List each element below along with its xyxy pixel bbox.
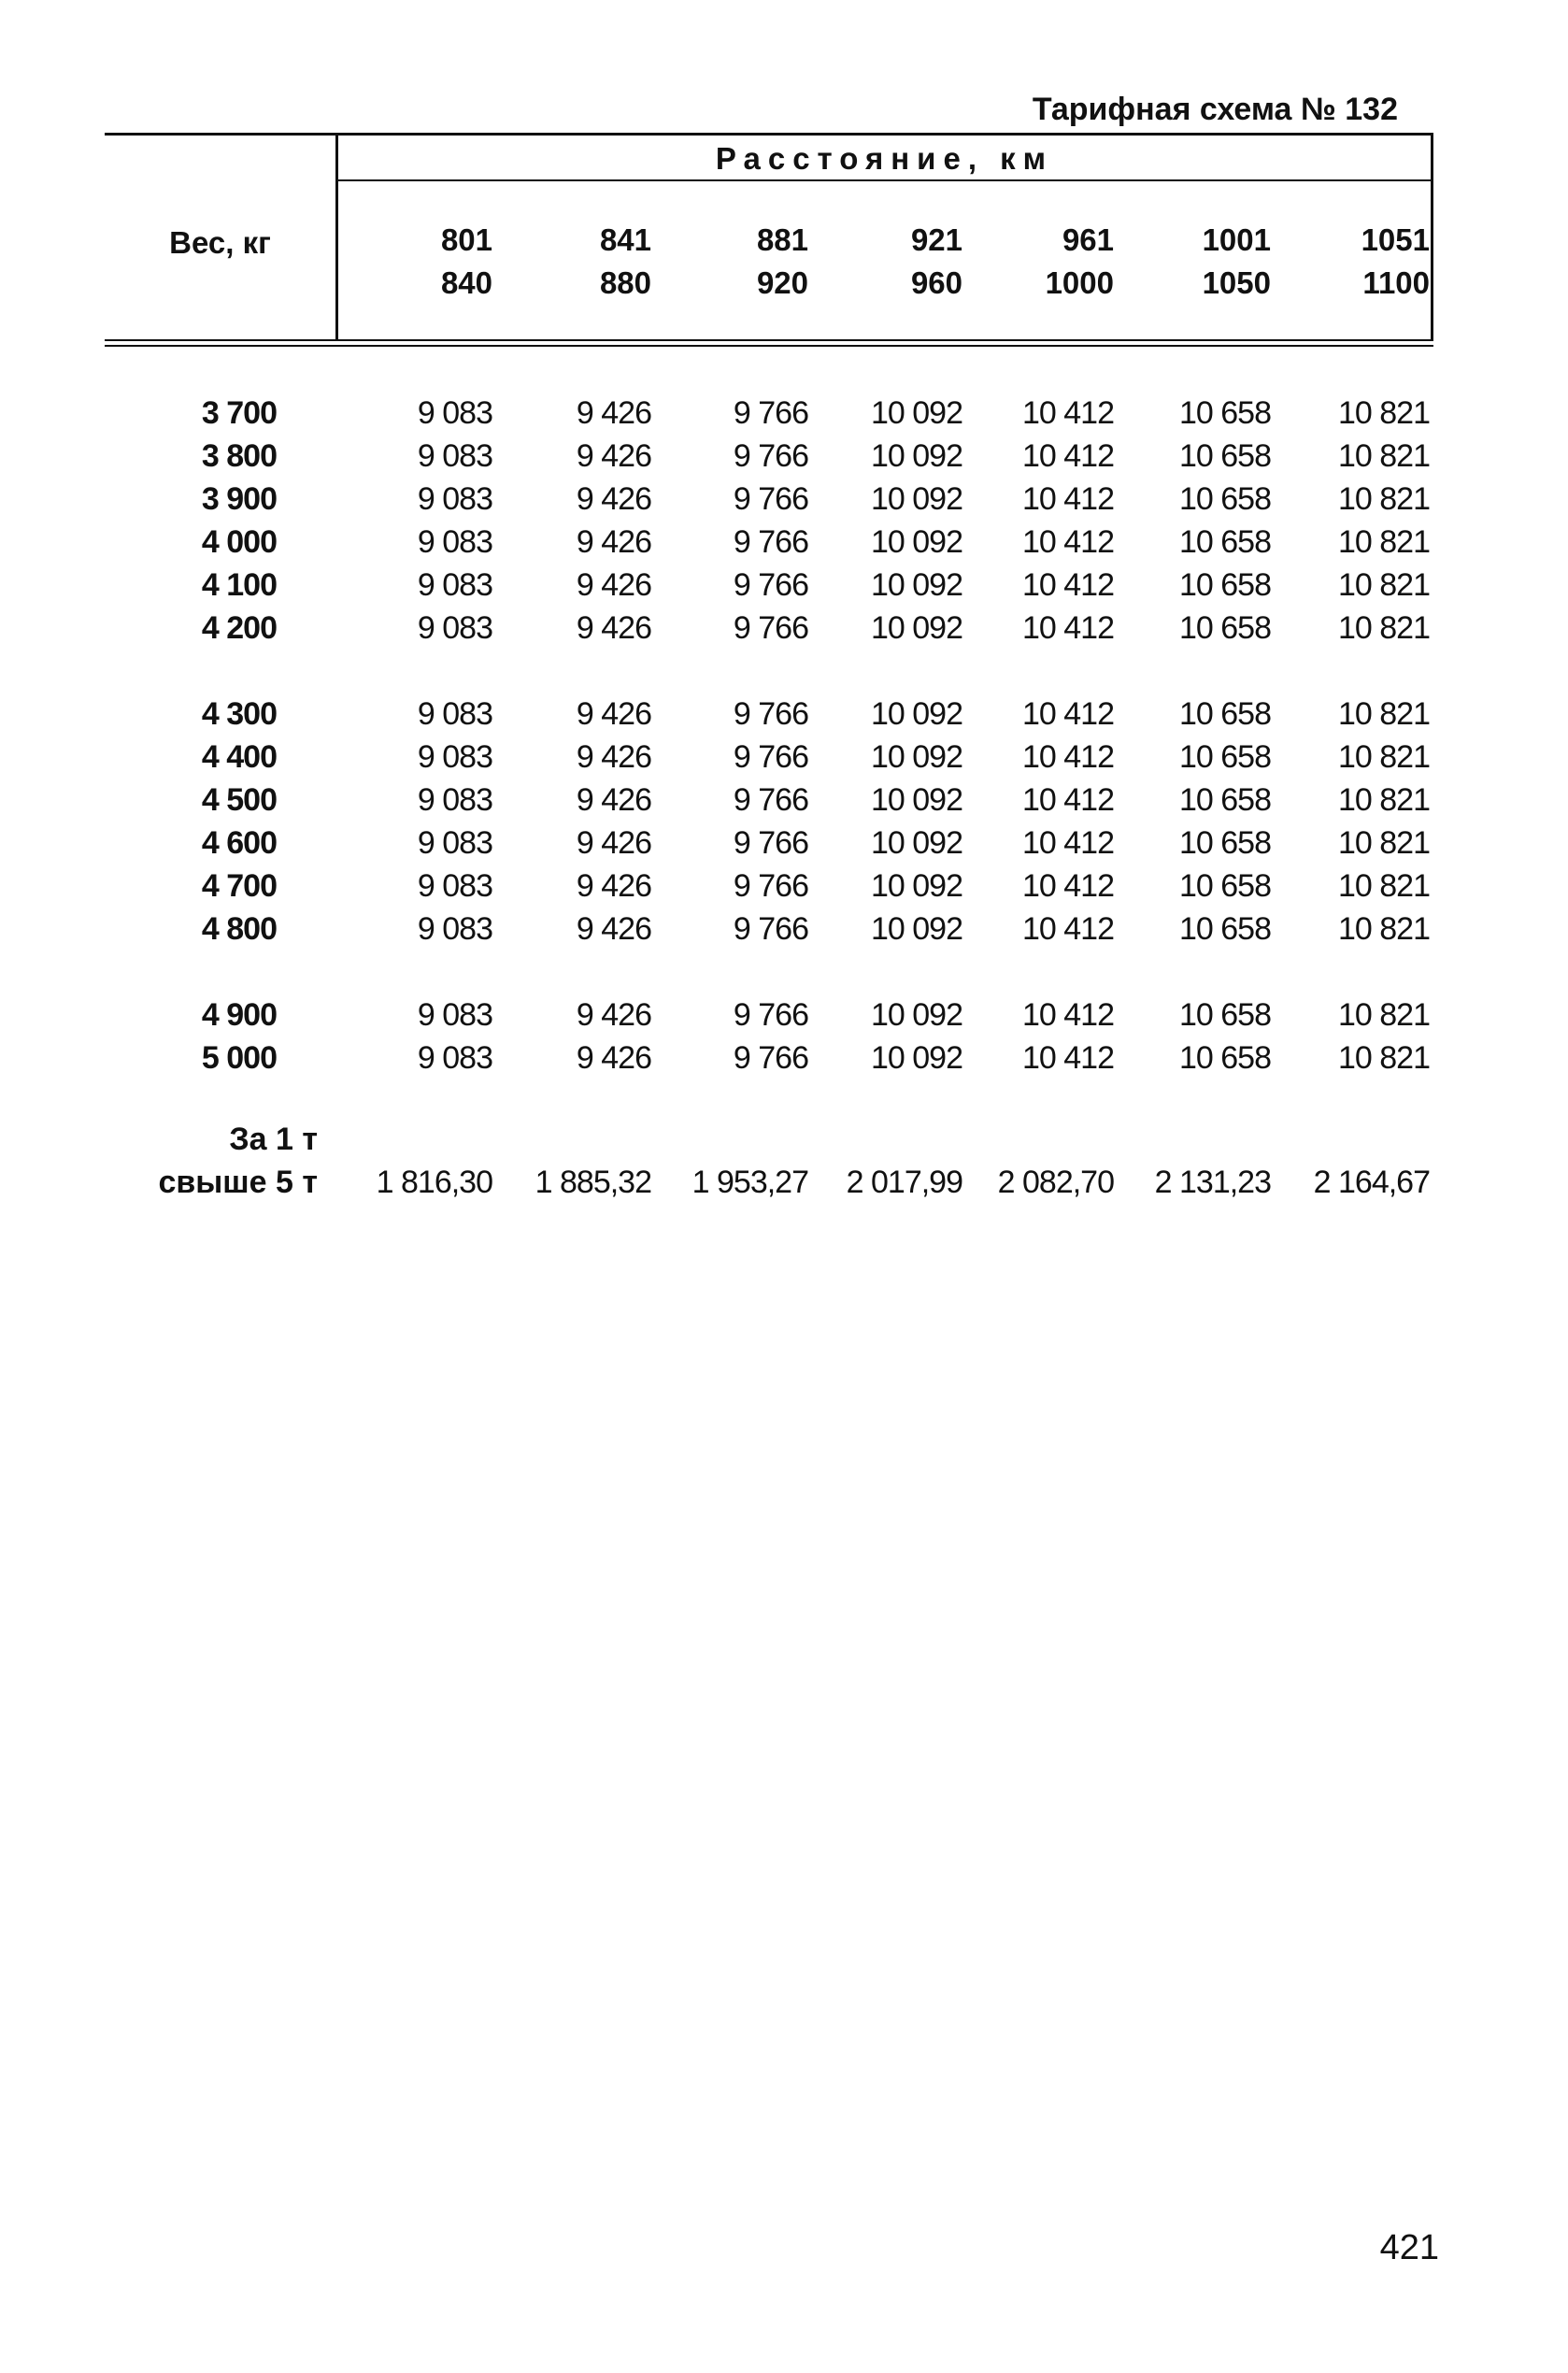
tariff-cell: 9 766: [733, 610, 808, 646]
tariff-cell: 10 821: [1338, 997, 1430, 1033]
tariff-cell: 10 658: [1179, 610, 1271, 646]
table-row: [0, 564, 1568, 607]
per-ton-cell: 2 131,23: [1154, 1165, 1271, 1200]
distance-range-5: [964, 219, 1114, 305]
tariff-cell: 10 412: [1022, 782, 1114, 818]
tariff-cell: 10 412: [1022, 997, 1114, 1033]
tariff-cell: 9 083: [417, 610, 492, 646]
tariff-cell: 9 766: [733, 997, 808, 1033]
distance-range-7: [1280, 219, 1430, 305]
tariff-cell: 10 658: [1179, 825, 1271, 861]
tariff-cell: 9 426: [576, 868, 651, 904]
weight-cell: 4 400: [201, 739, 277, 775]
tariff-cell: 10 412: [1022, 481, 1114, 517]
range-to: 1050: [1202, 265, 1271, 300]
tariff-cell: 9 766: [733, 868, 808, 904]
tariff-cell: 9 083: [417, 739, 492, 775]
tariff-cell: 9 083: [417, 911, 492, 947]
tariff-cell: 10 658: [1179, 438, 1271, 474]
tariff-cell: 10 412: [1022, 825, 1114, 861]
tariff-cell: 10 821: [1338, 911, 1430, 947]
tariff-cell: 10 412: [1022, 610, 1114, 646]
tariff-cell: 9 083: [417, 696, 492, 732]
tariff-scheme-title: Тарифная схема № 132: [1032, 92, 1398, 127]
range-to: 1000: [1045, 265, 1114, 300]
weight-cell: 3 800: [201, 438, 277, 474]
range-to: 1100: [1362, 265, 1430, 300]
tariff-cell: 10 658: [1179, 481, 1271, 517]
tariff-cell: 9 766: [733, 739, 808, 775]
weight-cell: 4 100: [201, 567, 277, 603]
distance-range-1: [343, 219, 492, 305]
table-row: [0, 822, 1568, 865]
tariff-cell: 9 083: [417, 997, 492, 1033]
weight-cell: 4 800: [201, 911, 277, 947]
tariff-cell: 10 658: [1179, 567, 1271, 603]
per-ton-label-line2: свыше 5 т: [158, 1165, 318, 1200]
table-row: [0, 736, 1568, 779]
tariff-cell: 10 412: [1022, 868, 1114, 904]
range-from: 841: [599, 222, 651, 257]
weight-cell: 4 900: [201, 997, 277, 1033]
tariff-cell: 10 092: [871, 567, 962, 603]
tariff-cell: 10 821: [1338, 739, 1430, 775]
tariff-cell: 9 083: [417, 481, 492, 517]
tariff-cell: 10 412: [1022, 524, 1114, 560]
tariff-cell: 9 426: [576, 782, 651, 818]
tariff-cell: 9 766: [733, 825, 808, 861]
tariff-cell: 9 426: [576, 524, 651, 560]
tariff-cell: 9 083: [417, 524, 492, 560]
tariff-cell: 10 658: [1179, 739, 1271, 775]
range-from: 961: [1062, 222, 1114, 257]
weight-cell: 4 700: [201, 868, 277, 904]
tariff-cell: 10 092: [871, 997, 962, 1033]
table-row: [0, 1036, 1568, 1079]
tariff-cell: 10 412: [1022, 911, 1114, 947]
distance-range-2: [502, 219, 651, 305]
tariff-cell: 9 426: [576, 997, 651, 1033]
header-divider-right: [1431, 136, 1433, 341]
distance-range-3: [659, 219, 808, 305]
table-row: [0, 607, 1568, 650]
tariff-cell: 10 821: [1338, 438, 1430, 474]
tariff-cell: 10 092: [871, 481, 962, 517]
tariff-cell: 10 821: [1338, 825, 1430, 861]
tariff-cell: 10 821: [1338, 395, 1430, 431]
tariff-cell: 9 426: [576, 696, 651, 732]
tariff-cell: 9 426: [576, 825, 651, 861]
table-row: [0, 693, 1568, 736]
range-from: 801: [440, 222, 492, 257]
range-to: 840: [440, 265, 492, 300]
table-row: [0, 865, 1568, 908]
tariff-cell: 9 766: [733, 395, 808, 431]
tariff-cell: 10 658: [1179, 868, 1271, 904]
tariff-cell: 10 658: [1179, 1040, 1271, 1076]
tariff-cell: 9 766: [733, 911, 808, 947]
tariff-cell: 9 766: [733, 481, 808, 517]
per-ton-cell: 1 953,27: [691, 1165, 808, 1200]
table-row: [0, 779, 1568, 822]
table-row: [0, 994, 1568, 1036]
weight-cell: 3 700: [201, 395, 277, 431]
tariff-cell: 10 412: [1022, 1040, 1114, 1076]
weight-cell: 4 500: [201, 782, 277, 818]
tariff-cell: 9 083: [417, 438, 492, 474]
tariff-cell: 9 426: [576, 395, 651, 431]
per-ton-cell: 2 017,99: [846, 1165, 962, 1200]
table-row: [0, 521, 1568, 564]
tariff-cell: 10 092: [871, 739, 962, 775]
tariff-cell: 10 092: [871, 911, 962, 947]
per-ton-label-line1: За 1 т: [229, 1122, 318, 1157]
tariff-cell: 10 412: [1022, 739, 1114, 775]
weight-cell: 4 300: [201, 696, 277, 732]
tariff-cell: 10 092: [871, 395, 962, 431]
tariff-cell: 10 092: [871, 610, 962, 646]
tariff-cell: 10 821: [1338, 524, 1430, 560]
tariff-cell: 10 658: [1179, 911, 1271, 947]
tariff-cell: 10 658: [1179, 696, 1271, 732]
tariff-cell: 10 412: [1022, 438, 1114, 474]
tariff-cell: 9 426: [576, 739, 651, 775]
tariff-cell: 10 658: [1179, 997, 1271, 1033]
weight-cell: 5 000: [201, 1040, 277, 1076]
table-row: [0, 392, 1568, 435]
tariff-cell: 10 821: [1338, 782, 1430, 818]
tariff-cell: 10 092: [871, 524, 962, 560]
tariff-cell: 9 083: [417, 782, 492, 818]
table-row: [0, 908, 1568, 951]
table-row: [0, 478, 1568, 521]
tariff-cell: 9 766: [733, 696, 808, 732]
tariff-cell: 10 821: [1338, 696, 1430, 732]
per-ton-cell: 2 082,70: [997, 1165, 1114, 1200]
tariff-cell: 10 092: [871, 438, 962, 474]
range-to: 880: [599, 265, 651, 300]
tariff-cell: 10 821: [1338, 481, 1430, 517]
tariff-cell: 9 766: [733, 782, 808, 818]
tariff-cell: 10 821: [1338, 610, 1430, 646]
tariff-cell: 9 426: [576, 610, 651, 646]
table-row: [0, 435, 1568, 478]
tariff-cell: 10 658: [1179, 524, 1271, 560]
page-number: 421: [1379, 2228, 1439, 2267]
weight-cell: 3 900: [201, 481, 277, 517]
tariff-cell: 9 083: [417, 825, 492, 861]
tariff-cell: 10 092: [871, 1040, 962, 1076]
range-to: 920: [756, 265, 808, 300]
distance-header: Расстояние, км: [338, 138, 1431, 181]
tariff-cell: 9 766: [733, 567, 808, 603]
range-from: 1051: [1361, 222, 1430, 257]
range-from: 921: [910, 222, 962, 257]
tariff-cell: 10 092: [871, 696, 962, 732]
tariff-cell: 9 766: [733, 438, 808, 474]
tariff-cell: 9 426: [576, 567, 651, 603]
tariff-cell: 10 658: [1179, 782, 1271, 818]
tariff-cell: 10 412: [1022, 567, 1114, 603]
tariff-cell: 9 426: [576, 481, 651, 517]
tariff-cell: 9 083: [417, 868, 492, 904]
tariff-cell: 10 821: [1338, 567, 1430, 603]
tariff-cell: 9 426: [576, 1040, 651, 1076]
tariff-cell: 10 092: [871, 825, 962, 861]
per-ton-cell: 1 885,32: [535, 1165, 651, 1200]
weight-cell: 4 600: [201, 825, 277, 861]
range-to: 960: [910, 265, 962, 300]
tariff-cell: 10 412: [1022, 696, 1114, 732]
tariff-cell: 9 766: [733, 1040, 808, 1076]
tariff-cell: 9 083: [417, 567, 492, 603]
per-ton-cell: 1 816,30: [376, 1165, 492, 1200]
tariff-cell: 10 092: [871, 782, 962, 818]
range-from: 881: [756, 222, 808, 257]
weight-column-header: Вес, кг: [169, 225, 271, 260]
per-ton-cell: 2 164,67: [1313, 1165, 1430, 1200]
tariff-cell: 10 821: [1338, 1040, 1430, 1076]
weight-cell: 4 200: [201, 610, 277, 646]
tariff-cell: 10 412: [1022, 395, 1114, 431]
tariff-cell: 10 821: [1338, 868, 1430, 904]
distance-range-4: [813, 219, 962, 305]
tariff-cell: 9 083: [417, 395, 492, 431]
tariff-cell: 10 658: [1179, 395, 1271, 431]
tariff-cell: 9 766: [733, 524, 808, 560]
tariff-cell: 9 426: [576, 438, 651, 474]
tariff-cell: 10 092: [871, 868, 962, 904]
distance-range-6: [1121, 219, 1271, 305]
tariff-cell: 9 083: [417, 1040, 492, 1076]
weight-cell: 4 000: [201, 524, 277, 560]
tariff-cell: 9 426: [576, 911, 651, 947]
range-from: 1001: [1202, 222, 1271, 257]
